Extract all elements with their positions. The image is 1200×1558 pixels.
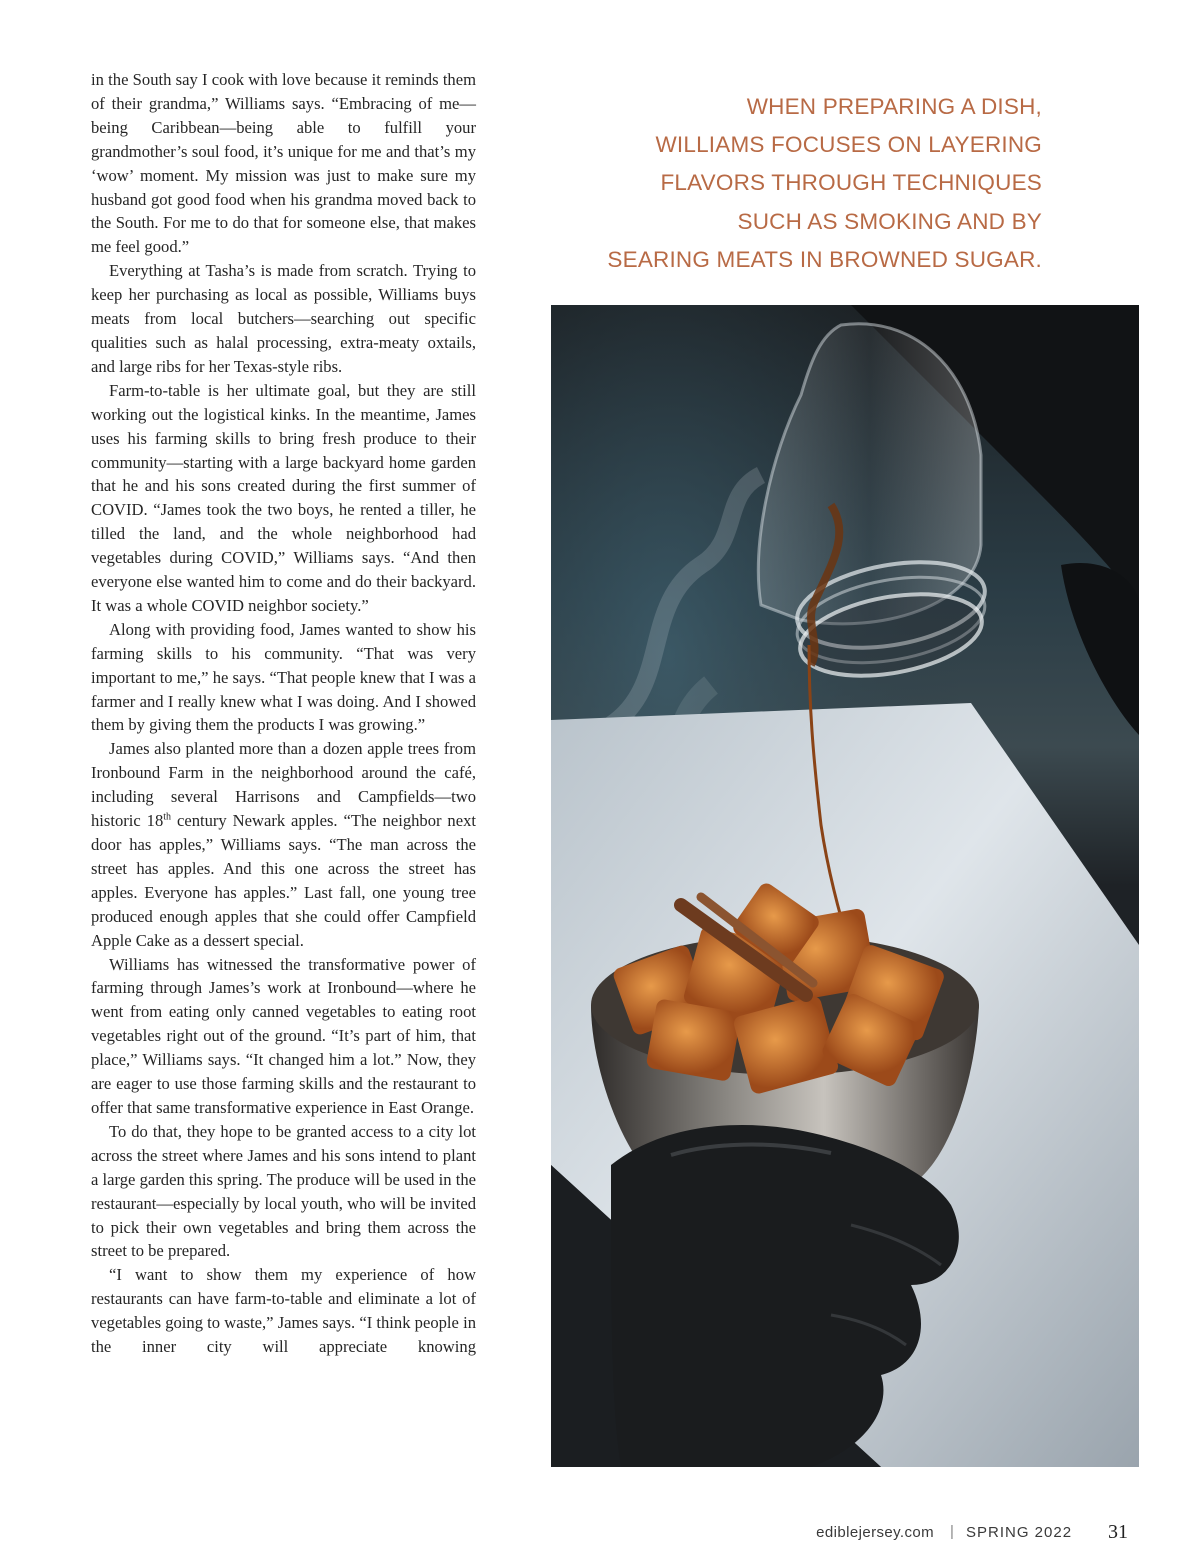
footer-site: ediblejersey.com — [816, 1524, 934, 1541]
pull-quote-line-3: FLAVORS THROUGH TECHNIQUES — [660, 170, 1042, 196]
century-superscript: th — [163, 811, 172, 823]
pull-quote-line-2: WILLIAMS FOCUSES ON LAYERING — [655, 132, 1042, 158]
article-paragraph-7: To do that, they hope to be granted access to a city lot across the street where James and his sons intend to plant a large garden this spring. The produce will be used in the restaurant—especially by local youth, who will be invited to pick their own vegetables and bring them across the street to be prepared. — [91, 1121, 476, 1261]
pull-quote-line-5: SEARING MEATS IN BROWNED SUGAR. — [607, 246, 1042, 272]
apple-text-after: century Newark apples. “The neighbor next door has apples,” Williams says. “The man across the street has apples. And this one across the street has apples. Everyone has apples.” Last fall, one young tree produced enough apples that she could offer Campfield Apple Cake as a dessert special. — [91, 811, 477, 950]
page-footer — [700, 1522, 1130, 1546]
article-paragraph-2: Everything at Tasha’s is made from scratch. Trying to keep her purchasing as local as possible, Williams buys meats from local butchers—searching out specific qualities such as halal processing, extra-meaty oxtails, and large ribs for her Texas-style ribs. — [91, 261, 476, 376]
pull-quote — [560, 88, 1042, 279]
footer-separator: | — [950, 1523, 954, 1540]
article-paragraph-1: in the South say I cook with love because it reminds them of their grandma,” Williams says. “Embracing of me—being Caribbean—being able to fulfill your grandmother’s soul food, it’s unique for me and that’s my ‘wow’ moment. My mission was just to make sure my husband got good food when his grandma moved back to the South. For me to do that for someone else, that makes me feel good.” — [91, 70, 476, 257]
article-paragraph-8: “I want to show them my experience of how restaurants can have farm-to-table and eliminate a lot of vegetables going to waste,” James says. “I think people in the inner city will appreciate knowing — [91, 1265, 476, 1357]
pull-quote-line-1: WHEN PREPARING A DISH, — [746, 94, 1042, 119]
pull-quote-line-4: SUCH AS SMOKING AND BY — [737, 208, 1042, 234]
article-column — [91, 68, 476, 1359]
article-paragraph-3: Farm-to-table is her ultimate goal, but they are still working out the logistical kinks. In the meantime, James uses his farming skills to bring fresh produce to their community—starting with a large backyard home garden that he and his sons created during the first summer of COVID. “James took the two boys, he rented a tiller, he tilled the land, and the whole neighborhood had vegetables during COVID,” Williams says. “And then everyone else wanted him to come and do their backyard. It was a whole COVID neighbor society.” — [91, 380, 476, 615]
article-paragraph-6: Williams has witnessed the transformative power of farming through James’s work at Ironbound—where he went from eating only canned vegetables to eating root vegetables right out of the ground. “It’s part of him, that place,” Williams says. “It changed him a lot.” Now, they are eager to use those farming skills and the restaurant to offer that same transformative experience in East Orange. — [91, 954, 476, 1117]
article-paragraph-4: Along with providing food, James wanted to show his farming skills to his community. “That was very important to me,” he says. “That people knew that I was a farmer and I really knew what I was doing. And I showed them by giving them the products I was growing.” — [91, 619, 476, 735]
footer-issue: SPRING 2022 — [966, 1524, 1073, 1541]
syrup-pour-illustration — [551, 305, 1139, 1467]
page-number: 31 — [1108, 1521, 1128, 1543]
apple-text-before: James also planted more than a dozen apple trees from Ironbound Farm in the neighborhood around the café, including several Harrisons and Campfields—two historic 18 — [91, 739, 476, 831]
article-paragraph-5 — [91, 737, 476, 952]
food-photo — [551, 305, 1139, 1467]
